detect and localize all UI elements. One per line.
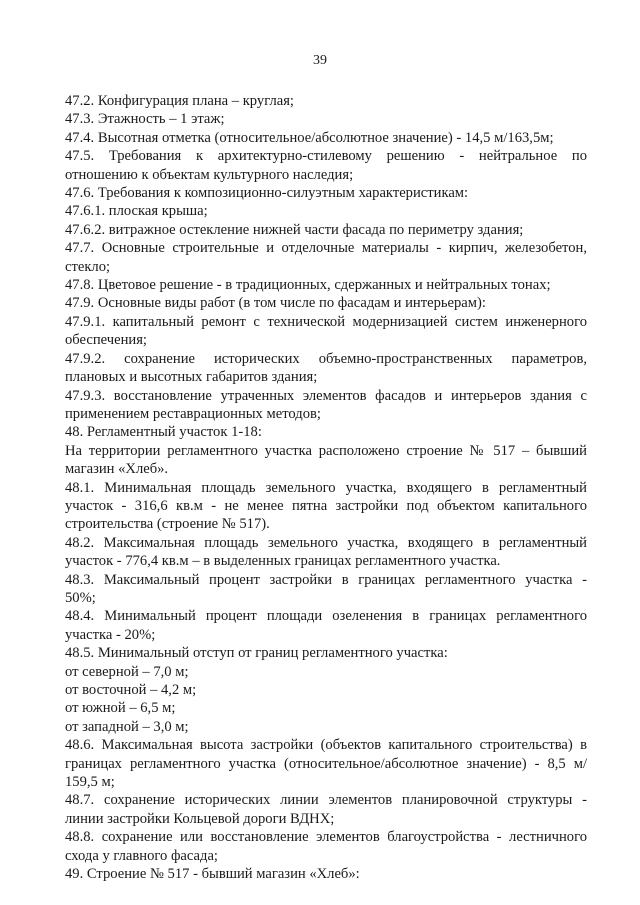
text-line: 47.6.2. витражное остекление нижней части фасада по периметру здания; [65,221,524,238]
text-line: 47.6.1. плоская крыша; [65,203,208,220]
text-line: 47.2. Конфигурация плана – круглая; [65,93,294,109]
text-line: 48.1. Минимальная площадь земельного участка, входящего в регламентный [65,479,587,496]
text-line: 49. Строение № 517 - бывший магазин «Хлеб»: [65,866,360,883]
text-line: участок - 316,6 кв.м - не менее пятна застройки под объектом капитального [65,497,587,514]
text-line: от восточной – 4,2 м; [65,682,197,698]
text-line: 48.4. Минимальный процент площади озеленения в границах регламентного [65,608,587,625]
text-line: стекло; [65,258,111,275]
text-line: 47.9.3. восстановление утраченных элементов фасадов и интерьеров здания с [65,387,587,404]
text-line: 48. Регламентный участок 1-18: [65,424,262,441]
text-line: 47.9. Основные виды работ (в том числе по фасадам и интерьерам): [65,295,486,312]
text-line: участок - 776,4 кв.м – в выделенных границах регламентного участка. [65,553,501,570]
text-line: применением реставрационных методов; [65,405,321,422]
document-body [65,92,587,883]
text-line: отношению к объектам культурного наследия; [65,166,354,183]
text-line: от северной – 7,0 м; [65,663,189,680]
text-line: от западной – 3,0 м; [65,718,189,735]
text-line: 47.6. Требования к композиционно-силуэтным характеристикам: [65,185,469,202]
text-line: 47.9.1. капитальный ремонт с технической модернизацией систем инженерного [65,313,587,330]
text-line: 48.5. Минимальный отступ от границ регламентного участка: [65,645,448,662]
text-line: от южной – 6,5 м; [65,700,176,717]
text-line: 47.8. Цветовое решение - в традиционных, сдержанных и нейтральных тонах; [65,277,551,294]
text-line: 159,5 м; [65,774,115,791]
text-line: участка - 20%; [65,626,156,643]
text-line: плановых и высотных габаритов здания; [65,369,318,386]
text-line: схода у главного фасада; [65,847,218,864]
text-line: 48.8. сохранение или восстановление элементов благоустройства - лестничного [65,829,587,846]
text-line: 48.2. Максимальная площадь земельного участка, входящего в регламентный [65,534,587,551]
text-line: На территории регламентного участка расположено строение № 517 – бывший [65,442,587,459]
text-line: магазин «Хлеб». [65,461,169,478]
text-line: 50%; [65,589,96,606]
page-number: 39 [313,53,327,68]
text-line: 48.7. сохранение исторических линии элементов планировочной структуры - [65,792,587,809]
text-line: обеспечения; [65,332,147,349]
text-line: 47.5. Требования к архитектурно-стилевому решению - нейтральное по [65,148,587,165]
text-line: 48.6. Максимальная высота застройки (объектов капитального строительства) в [65,737,587,754]
text-line: 48.3. Максимальный процент застройки в границах регламентного участка - [65,571,587,588]
text-line: 47.3. Этажность – 1 этаж; [65,111,225,128]
text-line: 47.7. Основные строительные и отделочные материалы - кирпич, железобетон, [65,240,587,257]
text-line: 47.9.2. сохранение исторических объемно-пространственных параметров, [65,350,587,367]
text-line: строительства (строение № 517). [65,516,270,533]
text-line: границах регламентного участка (относительное/абсолютное значение) - 8,5 м/ [65,755,587,772]
text-line: 47.4. Высотная отметка (относительное/абсолютное значение) - 14,5 м/163,5м; [65,129,554,146]
text-line: линии застройки Кольцевой дороги ВДНХ; [65,810,335,827]
